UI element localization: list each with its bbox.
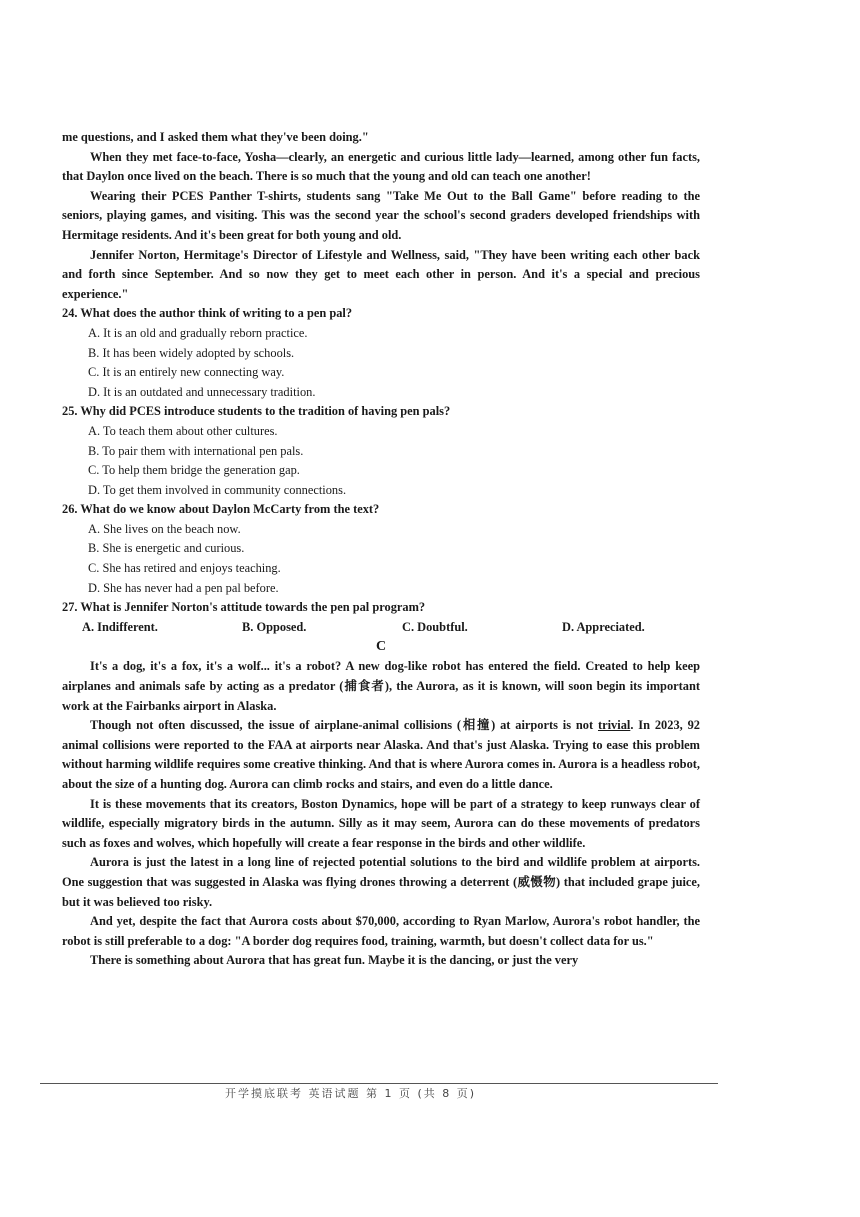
section-heading: C [375, 639, 387, 655]
passage-b-para-3: Jennifer Norton, Hermitage's Director of Lifestyle and Wellness, said, "They have been writing each other back and forth since September. And so now they get to meet each other in person. And it's a special and precious experience." [62, 247, 700, 301]
page-footer: 开学摸底联考 英语试题 第 1 页 (共 8 页) [225, 1087, 477, 1100]
passage-c-para-6: There is something about Aurora that has great fun. Maybe it is the dancing, or just the very [90, 953, 579, 968]
passage-b-para-2: Wearing their PCES Panther T-shirts, students sang "Take Me Out to the Ball Game" before reading to the seniors, playing games, and visiting. This was the second year the school's second graders developed friendships with Hermitage residents. And it's been great for both young and old. [62, 188, 700, 242]
option-b[interactable]: B. Opposed. [242, 619, 307, 634]
question-25 [62, 402, 700, 500]
option-d[interactable]: D. Appreciated. [562, 619, 645, 634]
question-27 [62, 598, 700, 637]
para-text: Though not often discussed, the issue of airplane-animal collisions (相撞) at airports is not [90, 718, 598, 733]
option-a[interactable]: A. It is an old and gradually reborn practice. [88, 325, 308, 340]
question-26 [62, 500, 700, 598]
option-c[interactable]: C. It is an entirely new connecting way. [88, 365, 285, 380]
option-c[interactable]: C. Doubtful. [402, 619, 468, 634]
passage-c-para-3: It is these movements that its creators, Boston Dynamics, hope will be part of a strategy to keep runways clear of wildlife, especially migratory birds in the autumn. Silly as it may seem, Aurora can do these movements of predators such as foxes and wolves, which hopefully will create a fear response in the birds and other wildlife. [62, 796, 700, 850]
option-c[interactable]: C. She has retired and enjoys teaching. [88, 561, 281, 576]
footer-divider [40, 1083, 718, 1084]
passage-c-para-5: And yet, despite the fact that Aurora costs about $70,000, according to Ryan Marlow, Aurora's robot handler, the robot is still preferable to a dog: "A border dog requires food, training, warmth, but doesn't collect data for us." [62, 914, 700, 948]
question-stem: 27. What is Jennifer Norton's attitude towards the pen pal program? [62, 600, 426, 615]
option-d[interactable]: D. To get them involved in community connections. [88, 482, 347, 497]
question-stem: 26. What do we know about Daylon McCarty from the text? [62, 502, 380, 517]
option-b[interactable]: B. It has been widely adopted by schools. [88, 345, 295, 360]
passage-b-tail: me questions, and I asked them what they've been doing." [62, 130, 369, 144]
option-a[interactable]: A. She lives on the beach now. [88, 521, 241, 536]
passage-c-para-1: It's a dog, it's a fox, it's a wolf... it's a robot? A new dog-like robot has entered the field. Created to help keep airplanes and animals safe by acting as a predator (捕食者), the Aurora, as it is known, will soon begin its important work at the Fairbanks airport in Alaska. [62, 659, 700, 713]
option-d[interactable]: D. She has never had a pen pal before. [88, 580, 279, 595]
option-b[interactable]: B. She is energetic and curious. [88, 541, 245, 556]
passage-c-para-2 [62, 716, 700, 794]
option-b[interactable]: B. To pair them with international pen pals. [88, 443, 304, 458]
underlined-word: trivial [597, 718, 631, 733]
option-a[interactable]: A. To teach them about other cultures. [88, 423, 278, 438]
question-24 [62, 304, 700, 402]
question-stem: 25. Why did PCES introduce students to the tradition of having pen pals? [62, 404, 451, 419]
option-c[interactable]: C. To help them bridge the generation gap. [88, 463, 300, 478]
option-row [82, 618, 700, 638]
para-text: . In 2023, 92 animal collisions were reported to the FAA at airports near Alaska. And that's just Alaska. Trying to ease this problem without harming wildlife requires some creative thinking. And that is where Aurora comes in. Aurora is a headless robot, about the size of a hunting dog. Aurora can climb rocks and stairs, and even do a little dance. [62, 718, 700, 791]
option-d[interactable]: D. It is an outdated and unnecessary tradition. [88, 384, 316, 399]
passage-b-para-1: When they met face-to-face, Yosha—clearly, an energetic and curious little lady—learned, among other fun facts, that Daylon once lived on the beach. There is so much that the young and old can teach one another! [62, 149, 700, 184]
option-a[interactable]: A. Indifferent. [82, 619, 158, 634]
question-stem: 24. What does the author think of writing to a pen pal? [62, 306, 353, 321]
exam-page [62, 128, 700, 971]
passage-c-para-4: Aurora is just the latest in a long line of rejected potential solutions to the bird and wildlife problem at airports. One suggestion that was suggested in Alaska was flying drones throwing a deterrent (威慑物) that included grape juice, but it was believed too risky. [62, 855, 700, 909]
